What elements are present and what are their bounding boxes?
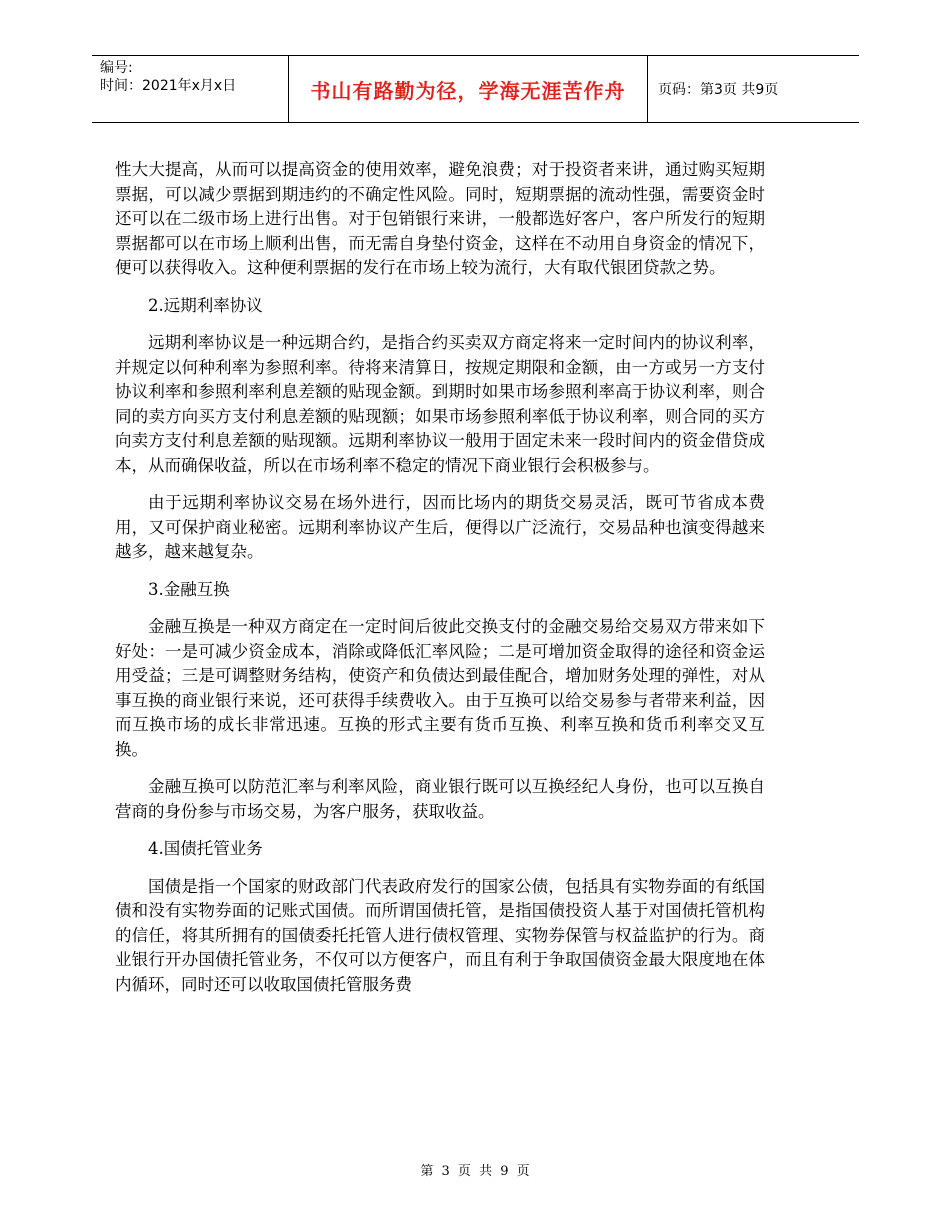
section-heading-2: 2.远期利率协议 — [148, 295, 263, 315]
section-heading-4: 4.国债托管业务 — [148, 839, 263, 858]
footer-di: 第 — [420, 1164, 434, 1179]
footer-page-number: 3 — [441, 1164, 450, 1179]
page-footer — [0, 1160, 950, 1179]
footer-ye-2: 页 — [516, 1164, 530, 1179]
paragraph-3b: 金融互换可以防范汇率与利率风险，商业银行既可以互换经纪人身份，也可以互换自营商的身份参与市场交易，为客户服务，获取收益。 — [115, 777, 765, 821]
header-meta — [100, 59, 290, 95]
paragraph-intro: 性大大提高，从而可以提高资金的使用效率，避免浪费；对于投资者来讲，通过购买短期票据，可以减少票据到期违约的不确定性风险。同时，短期票据的流动性强，需要资金时还可以在二级市场上进行出售。对于包销银行来讲，一般都选好客户，客户所发行的短期票据都可以在市场上顺利出售，而无需自身垫付资金，这样在不动用自身资金的情况下，便可以获得收入。这种便利票据的发行在市场上较为流行，大有取代银团贷款之势。 — [115, 160, 765, 277]
paragraph-2b: 由于远期利率协议交易在场外进行，因而比场内的期货交易灵活，既可节省成本费用，又可保护商业秘密。远期利率协议产生后，便得以广泛流行，交易品种也演变得越来越多，越来越复杂。 — [115, 493, 765, 561]
section-heading-3: 3.金融互换 — [148, 579, 230, 599]
number-label: 编号: — [100, 60, 133, 76]
paragraph-2a: 远期利率协议是一种远期合约，是指合约买卖双方商定将来一定时间内的协议利率，并规定以何种利率为参照利率。待将来清算日，按规定期限和金额，由一方或另一方支付协议利率和参照利率利息差额的贴现金额。到期时如果市场参照利率高于协议利率，则合同的卖方向买方支付利息差额的贴现额；如果市场参照利率低于协议利率，则合同的买方向卖方支付利息差额的贴现额。远期利率协议一般用于固定未来一段时间内的资金借贷成本，从而确保收益，所以在市场利率不稳定的情况下商业银行会积极参与。 — [115, 333, 765, 475]
header-motto: 书山有路勤为径，学海无涯苦作舟 — [288, 56, 648, 122]
header-page-info: 页码：第3页 共9页 — [658, 82, 779, 98]
page-header — [92, 55, 859, 123]
paragraph-4: 国债是指一个国家的财政部门代表政府发行的国家公债，包括具有实物券面的有纸国债和没有实物券面的记账式国债。而所谓国债托管，是指国债投资人基于对国债托管机构的信任，将其所拥有的国债委托托管人进行债权管理、实物券保管与权益监护的行为。商业银行开办国债托管业务，不仅可以方便客户，而且有利于争取国债资金最大限度地在体内循环，同时还可以收取国债托管服务费 — [115, 876, 765, 994]
footer-ye: 页 — [457, 1164, 471, 1179]
footer-gong: 共 — [479, 1164, 493, 1179]
document-body — [115, 158, 765, 1010]
paragraph-3a: 金融互换是一种双方商定在一定时间后彼此交换支付的金融交易给交易双方带来如下好处：一是可减少资金成本，消除或降低汇率风险；二是可增加资金取得的途径和资金运用受益；三是可调整财务结构，使资产和负债达到最佳配合，增加财务处理的弹性，对从事互换的商业银行来说，还可获得手续费收入。由于互换可以给交易参与者带来利益，因而互换市场的成长非常迅速。互换的形式主要有货币互换、利率互换和货币利率交叉互换。 — [115, 617, 765, 759]
time-label: 时间：2021年x月x日 — [100, 78, 237, 94]
footer-total-pages: 9 — [500, 1164, 509, 1179]
